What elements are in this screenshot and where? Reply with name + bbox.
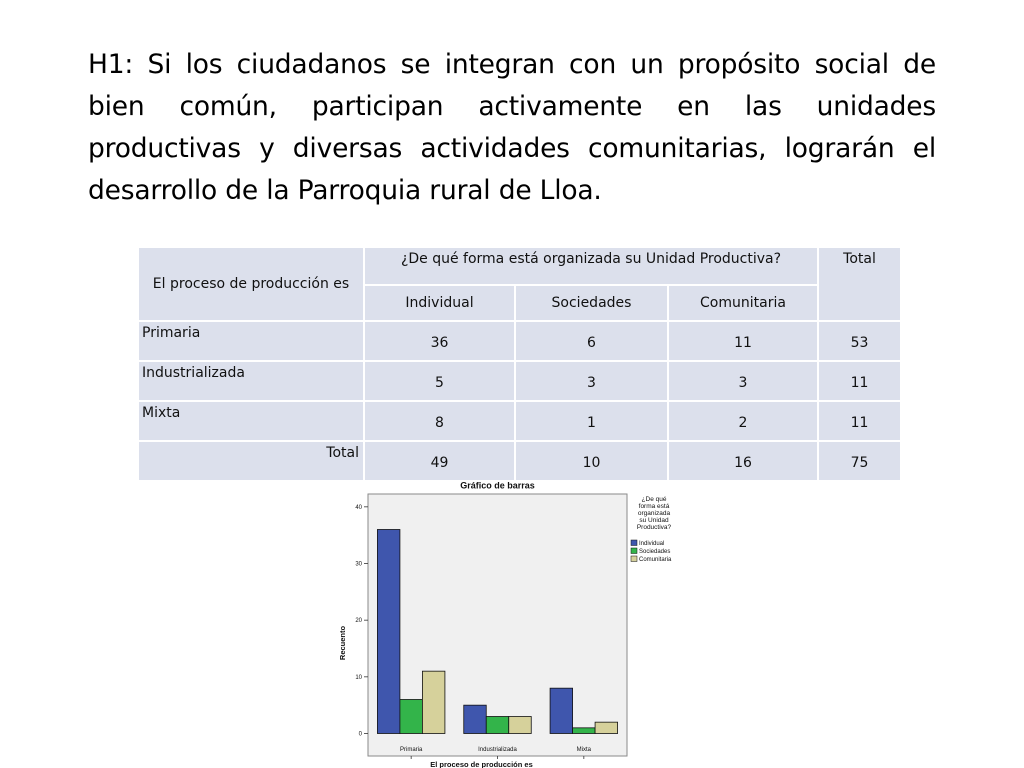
bar-comunitaria-primaria (422, 671, 445, 733)
y-tick-label: 0 (358, 731, 362, 738)
table-cell: 1 (515, 401, 668, 441)
column-header-comunitaria: Comunitaria (668, 285, 818, 321)
table-cell: 5 (364, 361, 515, 401)
x-tick-label: Mixta (576, 747, 592, 753)
legend-title-line: ¿De qué (641, 496, 667, 503)
chart-title: Gráfico de barras (460, 480, 535, 491)
bar-comunitaria-mixta (595, 722, 618, 733)
table-cell: 2 (668, 401, 818, 441)
bar-individual-mixta (550, 688, 573, 733)
x-tick-label: Industrializada (478, 747, 517, 753)
y-tick-label: 40 (355, 504, 362, 511)
bar-sociedades-mixta (573, 728, 596, 734)
question-header-cell: ¿De qué forma está organizada su Unidad Productiva? (364, 247, 818, 285)
table-cell: 11 (668, 321, 818, 361)
table-cell: 49 (364, 441, 515, 481)
slide-heading: H1: Si los ciudadanos se integran con un propósito social de bien común, participan activamente en las unidades productivas y diversas actividades comunitarias, lograrán el desarrollo de la Parroquia rural de Lloa. (88, 49, 936, 206)
y-tick-label: 30 (355, 561, 362, 568)
table-row-industrializada (138, 361, 901, 401)
column-header-individual: Individual (364, 285, 515, 321)
legend-entry-comunitaria: Comunitaria (639, 557, 672, 563)
x-axis-label: El proceso de producción es (430, 760, 533, 768)
table-cell: 16 (668, 441, 818, 481)
bar-chart (318, 476, 698, 766)
row-total-cell: 53 (818, 321, 901, 361)
table-row-total (138, 441, 901, 481)
legend-swatch-individual (631, 540, 637, 546)
legend-title-line: forma está (638, 503, 670, 510)
total-row-label: Total (138, 441, 364, 481)
x-tick-label: Primaria (399, 747, 423, 753)
legend-title-line: Productiva? (636, 524, 672, 531)
table-cell: 3 (515, 361, 668, 401)
row-label: Primaria (138, 321, 364, 361)
bar-individual-industrializada (464, 705, 487, 733)
table-cell: 6 (515, 321, 668, 361)
y-tick-label: 10 (355, 674, 362, 681)
table-cell: 10 (515, 441, 668, 481)
legend-title-line: organizada (637, 510, 671, 517)
row-label: Mixta (138, 401, 364, 441)
row-total-cell: 11 (818, 361, 901, 401)
legend-title-line: su Unidad (639, 517, 669, 524)
row-total-cell: 11 (818, 401, 901, 441)
table-cell: 8 (364, 401, 515, 441)
total-header-cell: Total (818, 247, 901, 321)
row-label: Industrializada (138, 361, 364, 401)
grand-total-cell: 75 (818, 441, 901, 481)
bar-sociedades-primaria (400, 700, 423, 734)
table-row-mixta (138, 401, 901, 441)
y-axis-label: Recuento (338, 625, 347, 661)
table-row-primaria (138, 321, 901, 361)
table-cell: 36 (364, 321, 515, 361)
bar-comunitaria-industrializada (509, 717, 532, 734)
legend-entry-individual: Individual (639, 541, 665, 547)
legend-swatch-sociedades (631, 548, 637, 554)
legend-swatch-comunitaria (631, 556, 637, 562)
column-header-sociedades: Sociedades (515, 285, 668, 321)
bar-individual-primaria (377, 530, 400, 734)
row-header-cell: El proceso de producción es (138, 247, 364, 321)
legend-entry-sociedades: Sociedades (639, 549, 671, 555)
table-cell: 3 (668, 361, 818, 401)
crosstab-table (137, 246, 902, 482)
bar-sociedades-industrializada (486, 717, 509, 734)
y-tick-label: 20 (355, 618, 362, 625)
